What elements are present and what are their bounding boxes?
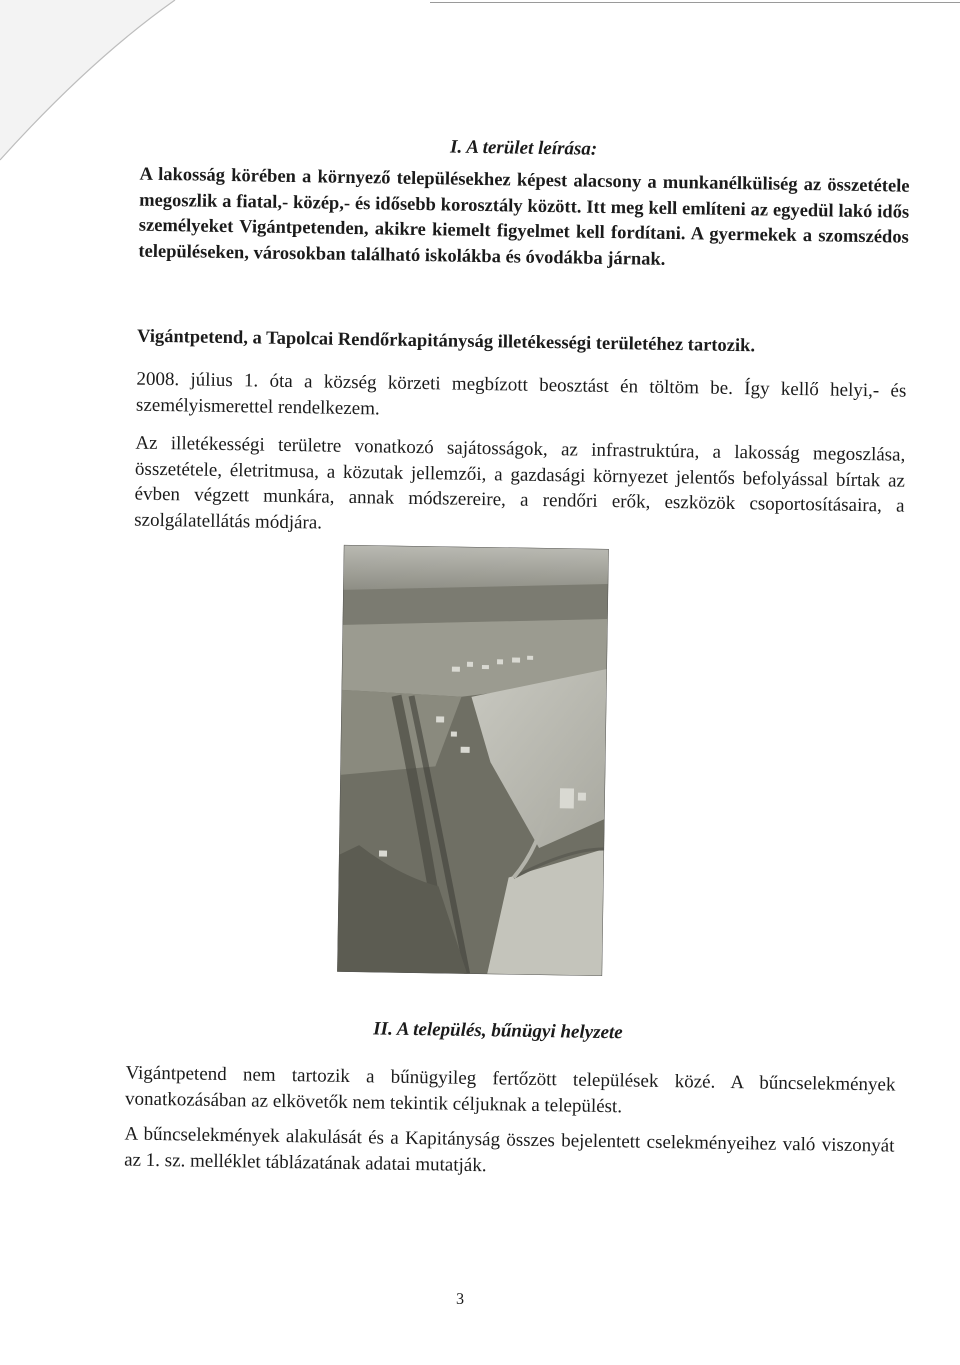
page-number: 3 — [455, 1290, 465, 1308]
aerial-photo — [337, 545, 609, 976]
section-1-paragraph-2: Vigántpetend, a Tapolcai Rendőrkapitányság illetékességi területéhez tartozik. — [136, 326, 756, 357]
section-2-title: II. A település, bűnügyi helyzete — [373, 1018, 623, 1044]
section-1-paragraph-3: 2008. július 1. óta a község körzeti megbízott beosztást én töltöm be. Így kellő helyi,- és személyismerettel rendelkezem. — [135, 368, 907, 419]
aerial-photo-image — [337, 545, 609, 976]
section-2-paragraph-2: A bűncselekmények alakulását és a Kapitányság összes bejelentett cselekményeihez való viszonyát az 1. sz. melléklet táblázatának adatai mutatják. — [124, 1123, 895, 1176]
section-1-paragraph-4: Az illetékességi területre vonatkozó sajátosságok, az infrastruktúra, a lakosság megoszlása, összetétele, életritmusa, a közutak jellemzői, a gazdasági környezet jelentős befolyással bírtak az évben végzett munkára, annak módszereire, a rendőri erők, eszközök csoportosításaira, a szolgálatellátás módjára. — [134, 432, 906, 534]
section-1-title: I. A terület leírása: — [449, 136, 598, 160]
section-2-paragraph-1: Vigántpetend nem tartozik a bűnügyileg fertőzött települések közé. A bűncselekmények vonatkozásában az elkövetők nem tekintik céljuknak a települést. — [124, 1062, 896, 1117]
section-1-paragraph-1: A lakosság körében a környező településekhez képest alacsony a munkanélküliség az összetétele megoszlik a fiatal,- közép,- és idősebb korosztály között. Itt meg kell említeni az egyedül lakó idős személyeket Vigántpetenden, akikre kiemelt figyelmet kell fordítani. A gyermekek a szomszédos településeken, városokban található iskolákba és óvodákba járnak. — [138, 164, 910, 270]
